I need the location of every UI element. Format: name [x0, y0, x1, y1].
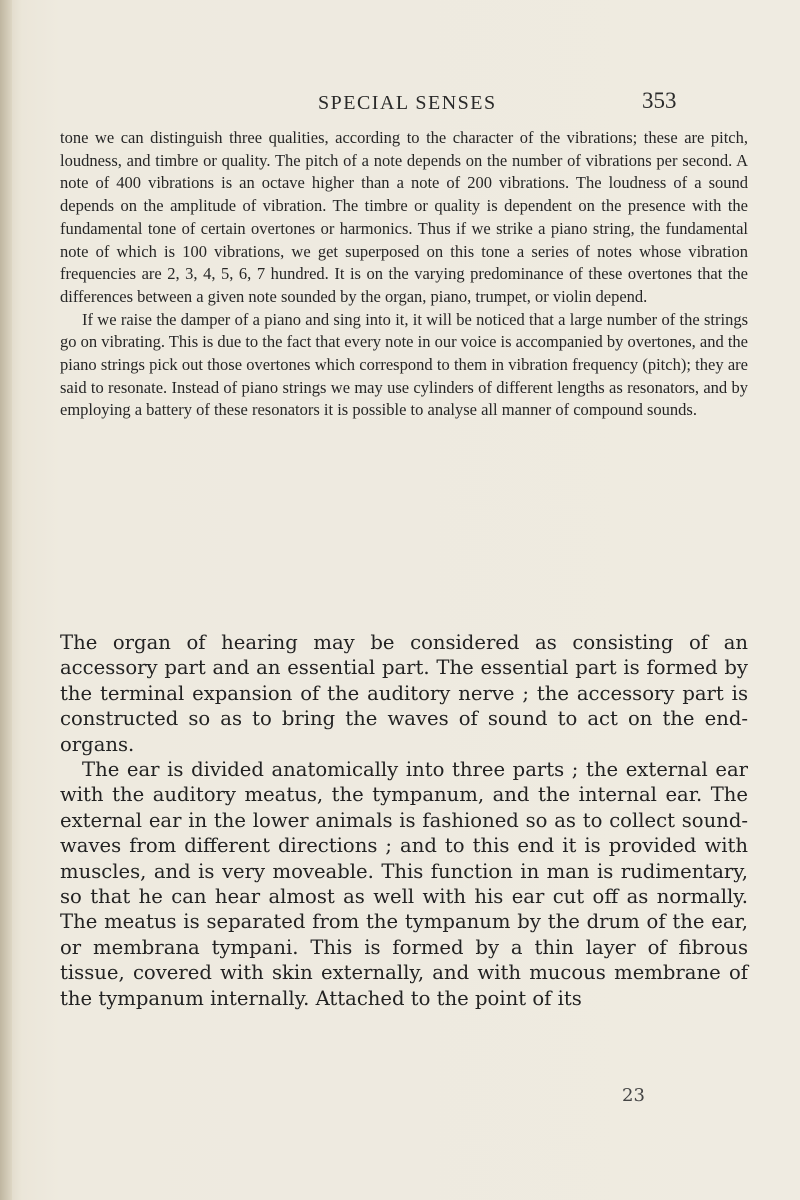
small-print-section — [60, 127, 748, 422]
paragraph: The ear is divided anatomically into three parts ; the external ear with the auditory meatus, the tympanum, and the internal ear. The external ear in the lower animals is fashioned so as to collect sound-waves from different directions ; and to this end it is provided with muscles, and is very moveable. This function in man is rudimentary, so that he can hear almost as well with his ear cut off as normally. The meatus is separated from the tympanum by the drum of the ear, or membrana tympani. This is formed by a thin layer of fibrous tissue, covered with skin externally, and with mucous membrane of the tympanum internally. Attached to the point of its — [60, 758, 748, 1010]
signature-mark: 23 — [622, 1085, 645, 1106]
large-print-section — [60, 630, 748, 1011]
paragraph: If we raise the damper of a piano and sing into it, it will be noticed that a large number of the strings go on vibrating. This is due to the fact that every note in our voice is accompanied by overtones, and the piano strings pick out those overtones which correspond to them in vibration frequency (pitch); they are said to resonate. Instead of piano strings we may use cylinders of different lengths as resonators, and by employing a battery of these resonators it is possible to analyse all manner of compound sounds. — [60, 309, 748, 420]
running-title: SPECIAL SENSES — [318, 92, 497, 114]
page-number: 353 — [642, 88, 677, 113]
paragraph: The organ of hearing may be considered as consisting of an accessory part and an essential part. The essential part is formed by the terminal expansion of the auditory nerve ; the accessory part is constructed so as to bring the waves of sound to act on the end-organs. — [60, 631, 748, 756]
page-binding-edge — [0, 0, 12, 1200]
paragraph: tone we can distinguish three qualities, according to the character of the vibrations; these are pitch, loudness, and timbre or quality. The pitch of a note depends on the number of vibrations per second. A note of 400 vibrations is an octave higher than a note of 200 vibrations. The loudness of a sound depends on the amplitude of vibration. The timbre or quality is dependent on the presence with the fundamental tone of certain overtones or harmonics. Thus if we strike a piano string, the fundamental note of which is 100 vibrations, we get superposed on this tone a series of notes whose vibration frequencies are 2, 3, 4, 5, 6, 7 hundred. It is on the varying predominance of these overtones that the differences between a given note sounded by the organ, piano, trumpet, or violin depend. — [60, 128, 748, 306]
